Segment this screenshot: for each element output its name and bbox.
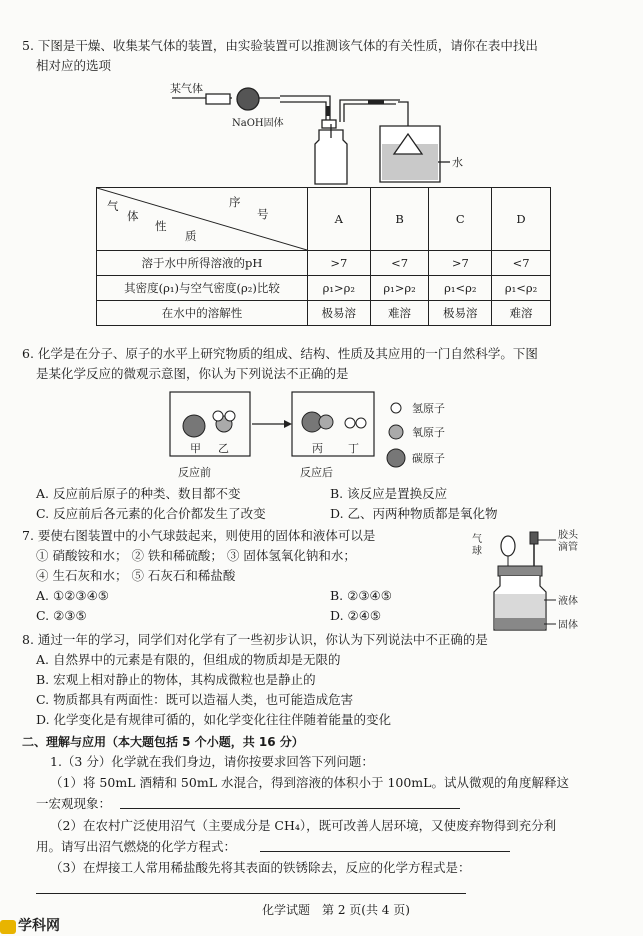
balloon-label-2: 球 bbox=[472, 546, 482, 557]
option-header: A bbox=[308, 188, 371, 251]
answer-blank-3[interactable] bbox=[36, 893, 466, 894]
gas-label: 某气体 bbox=[170, 82, 203, 95]
s2-p1b: 一宏观现象： bbox=[36, 796, 112, 811]
answer-blank-2[interactable] bbox=[260, 851, 510, 852]
q6-line1: 6. 化学是在分子、原子的水平上研究物质的组成、结构、性质及其应用的一门自然科学。下图 bbox=[22, 346, 538, 361]
q5-line1: 5. 下图是干燥、收集某气体的装置，由实验装置可以推测该气体的有关性质，请你在表中找出 bbox=[22, 38, 538, 53]
table-cell: ρ₁>ρ₂ bbox=[308, 276, 371, 301]
legend-hydrogen: 氢原子 bbox=[412, 402, 445, 415]
label-bing: 丙 bbox=[312, 442, 323, 455]
table-cell: 极易溶 bbox=[308, 301, 371, 326]
naoh-label: NaOH固体 bbox=[232, 118, 284, 129]
q7-line1: 7. 要使右图装置中的小气球鼓起来，则使用的固体和液体可以是 bbox=[22, 528, 376, 543]
s2-p3a: （3）在焊接工人常用稀盐酸先将其表面的铁锈除去，反应的化学方程式是： bbox=[50, 860, 471, 875]
s2-p2a: （2）在农村广泛使用沼气（主要成分是 CH₄），既可改善人居环境，又使废弃物得到充分利 bbox=[50, 818, 557, 833]
table-cell: ρ₁>ρ₂ bbox=[370, 276, 429, 301]
corner-ti: 体 bbox=[127, 209, 139, 223]
table-cell: 难溶 bbox=[370, 301, 429, 326]
label-after: 反应后 bbox=[300, 466, 333, 479]
balloon-flask-apparatus bbox=[470, 528, 620, 634]
label-before: 反应前 bbox=[178, 466, 211, 479]
legend-carbon: 碳原子 bbox=[412, 452, 445, 465]
q6-line2: 是某化学反应的微观示意图，你认为下列说法不正确的是 bbox=[36, 366, 349, 381]
q7-line3: ④ 生石灰和水； ⑤ 石灰石和稀盐酸 bbox=[36, 568, 236, 583]
q8-option-d: D. 化学变化是有规律可循的，如化学变化往往伴随着能量的变化 bbox=[36, 712, 392, 727]
table-cell: ρ₁<ρ₂ bbox=[429, 276, 492, 301]
logo-icon bbox=[0, 920, 16, 934]
solid-label: 固体 bbox=[558, 620, 578, 631]
answer-blank-1[interactable] bbox=[120, 808, 460, 809]
water-label: 水 bbox=[452, 156, 463, 169]
dropper-label-2: 滴管 bbox=[558, 542, 578, 553]
row-label: 其密度(ρ₁)与空气密度(ρ₂)比较 bbox=[97, 276, 308, 301]
q7-option-d: D. ②④⑤ bbox=[330, 608, 382, 623]
q8-option-b: B. 宏观上相对静止的物体，其构成微粒也是静止的 bbox=[36, 672, 316, 687]
q8-option-a: A. 自然界中的元素是有限的，但组成的物质却是无限的 bbox=[36, 652, 341, 667]
q5-line2: 相对应的选项 bbox=[36, 58, 112, 73]
dropper-label-1: 胶头 bbox=[558, 530, 578, 541]
table-cell: <7 bbox=[492, 251, 551, 276]
table-cell: >7 bbox=[429, 251, 492, 276]
liquid-label: 液体 bbox=[558, 596, 578, 607]
corner-zhi: 质 bbox=[185, 229, 197, 243]
option-header: D bbox=[492, 188, 551, 251]
table-row bbox=[97, 251, 551, 276]
table-cell: 极易溶 bbox=[429, 301, 492, 326]
table-row bbox=[97, 276, 551, 301]
corner-xing: 性 bbox=[155, 219, 167, 233]
gas-property-table bbox=[96, 187, 551, 326]
corner-xu: 序 bbox=[229, 195, 241, 209]
table-cell: ρ₁<ρ₂ bbox=[492, 276, 551, 301]
table-cell: <7 bbox=[370, 251, 429, 276]
label-jia: 甲 bbox=[190, 442, 201, 455]
table-cell: >7 bbox=[308, 251, 371, 276]
corner-hao: 号 bbox=[257, 207, 269, 221]
s2-q1: 1.（3 分）化学就在我们身边，请你按要求回答下列问题： bbox=[50, 754, 374, 769]
q6-option-b: B. 该反应是置换反应 bbox=[330, 486, 448, 501]
balloon-label-1: 气 bbox=[472, 534, 482, 545]
q7-option-a: A. ①②③④⑤ bbox=[36, 588, 110, 603]
q6-option-d: D. 乙、丙两种物质都是氧化物 bbox=[330, 506, 498, 521]
option-header: B bbox=[370, 188, 429, 251]
drying-collection-apparatus bbox=[150, 80, 480, 192]
corner-qi: 气 bbox=[107, 199, 119, 213]
q7-option-b: B. ②③④⑤ bbox=[330, 588, 392, 603]
label-yi: 乙 bbox=[218, 442, 229, 455]
s2-p2b: 用。请写出沼气燃烧的化学方程式： bbox=[36, 839, 237, 854]
q7-line2: ① 硝酸铵和水； ② 铁和稀硫酸； ③ 固体氢氧化钠和水； bbox=[36, 548, 356, 563]
reaction-micro-diagram bbox=[168, 388, 488, 484]
option-header: C bbox=[429, 188, 492, 251]
q8-line1: 8. 通过一年的学习，同学们对化学有了一些初步认识，你认为下列说法中不正确的是 bbox=[22, 632, 488, 647]
q6-option-a: A. 反应前后原子的种类、数目都不变 bbox=[36, 486, 241, 501]
table-cell: 难溶 bbox=[492, 301, 551, 326]
label-ding: 丁 bbox=[348, 442, 359, 455]
table-row bbox=[97, 301, 551, 326]
page-footer: 化学试题 第 2 页(共 4 页) bbox=[262, 903, 410, 917]
row-label: 在水中的溶解性 bbox=[97, 301, 308, 326]
q8-option-c: C. 物质都具有两面性：既可以造福人类，也可能造成危害 bbox=[36, 692, 354, 707]
q7-option-c: C. ②③⑤ bbox=[36, 608, 87, 623]
logo-text: 学科网 bbox=[18, 918, 60, 934]
table-corner-cell bbox=[97, 188, 308, 251]
s2-p1a: （1）将 50mL 酒精和 50mL 水混合，得到溶液的体积小于 100mL。试从微观的角度解释这 bbox=[50, 775, 569, 790]
q6-option-c: C. 反应前后各元素的化合价都发生了改变 bbox=[36, 506, 266, 521]
legend-oxygen: 氧原子 bbox=[412, 426, 445, 439]
row-label: 溶于水中所得溶液的pH bbox=[97, 251, 308, 276]
section2-title: 二、理解与应用（本大题包括 5 个小题，共 16 分） bbox=[22, 735, 304, 749]
